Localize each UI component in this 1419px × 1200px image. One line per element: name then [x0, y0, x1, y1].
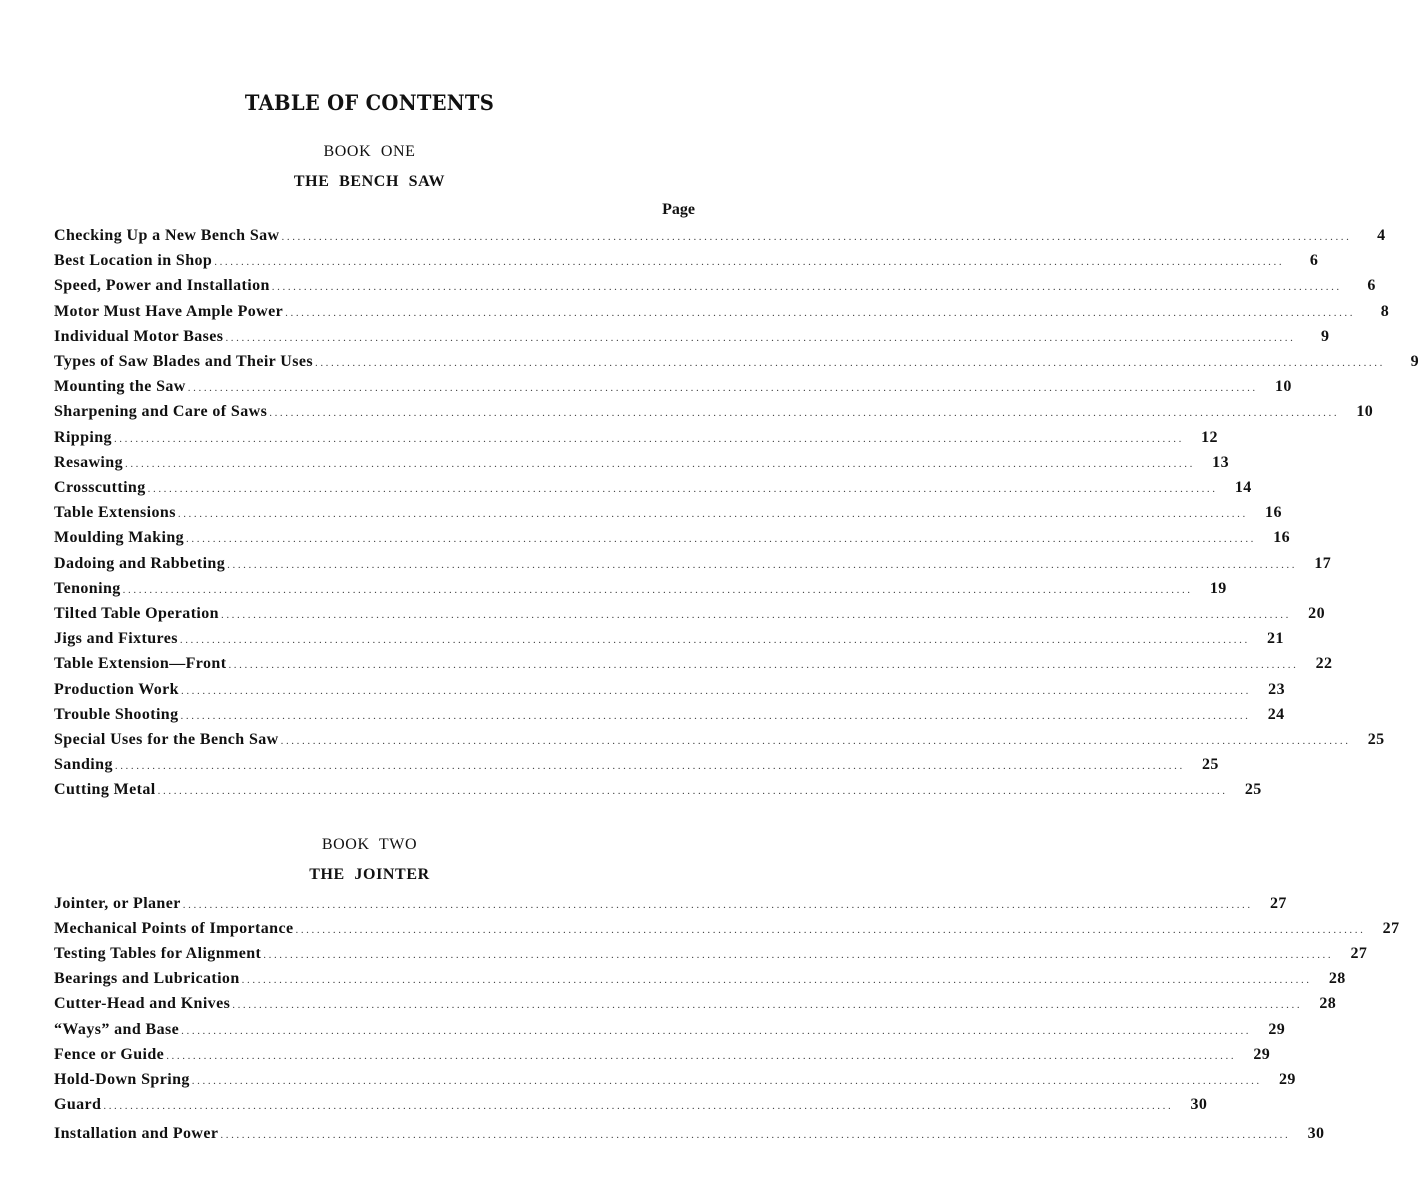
toc-entry-page: 27: [1269, 895, 1287, 912]
toc-entry[interactable]: [54, 756, 1219, 778]
toc-entry-title: Tilted Table Operation: [54, 605, 219, 622]
toc-entry[interactable]: [54, 705, 1285, 728]
toc-entry-page: 6: [1309, 252, 1319, 270]
toc-entry[interactable]: [54, 995, 1337, 1017]
toc-entry-title: Mechanical Points of Importance: [54, 920, 294, 938]
toc-entry[interactable]: [54, 479, 1252, 501]
toc-entry[interactable]: [54, 920, 1400, 942]
toc-entry[interactable]: [54, 1070, 1296, 1093]
dot-leader: ........................................................................................................................................................................................................: [220, 609, 1291, 621]
toc-entry[interactable]: [54, 428, 1218, 451]
dot-leader: ........................................................................................................................................................................................................: [114, 760, 1185, 773]
toc-entry[interactable]: [54, 252, 1319, 274]
toc-entry[interactable]: [54, 655, 1333, 677]
toc-entry[interactable]: [54, 227, 1386, 249]
dot-leader: ........................................................................................................................................................................................................: [122, 583, 1193, 596]
book-two-label: BOOK TWO: [321, 836, 418, 853]
dot-leader: ........................................................................................................................................................................................................: [182, 899, 1253, 911]
toc-entry-page: 16: [1265, 504, 1282, 522]
dot-leader: ........................................................................................................................................................................................................: [225, 331, 1296, 344]
dot-leader: ........................................................................................................................................................................................................: [187, 382, 1258, 395]
toc-entry-title: Checking Up a New Bench Saw: [54, 227, 280, 244]
toc-entry-title: Installation and Power: [54, 1124, 219, 1142]
dot-leader: ........................................................................................................................................................................................................: [124, 457, 1195, 470]
toc-entry-page: 25: [1367, 731, 1385, 748]
dot-leader: ........................................................................................................................................................................................................: [295, 924, 1366, 937]
toc-entry-title: Hold-Down Spring: [54, 1070, 190, 1088]
toc-entry[interactable]: [54, 895, 1287, 917]
toc-entry-page: 28: [1328, 970, 1346, 988]
dot-leader: ........................................................................................................................................................................................................: [180, 709, 1251, 722]
toc-entry-page: 13: [1212, 453, 1229, 471]
dot-leader: ........................................................................................................................................................................................................: [180, 684, 1251, 697]
toc-entry-title: Motor Must Have Ample Power: [54, 302, 284, 320]
toc-entry-title: Table Extension—Front: [54, 655, 227, 673]
toc-entry-page: 22: [1315, 655, 1333, 673]
toc-entry-title: Best Location in Shop: [54, 252, 213, 270]
toc-entry-title: Guard: [54, 1095, 102, 1113]
toc-entry[interactable]: [54, 605, 1325, 627]
toc-entry[interactable]: [54, 403, 1374, 425]
dot-leader: ........................................................................................................................................................................................................: [157, 785, 1228, 798]
toc-entry-page: 27: [1382, 920, 1400, 938]
toc-entry-page: 30: [1307, 1124, 1325, 1142]
dot-leader: ........................................................................................................................................................................................................: [177, 508, 1248, 521]
dot-leader: ........................................................................................................................................................................................................: [314, 357, 1385, 369]
toc-entry-page: 24: [1267, 705, 1285, 723]
dot-leader: ........................................................................................................................................................................................................: [166, 1049, 1237, 1062]
toc-entry[interactable]: [54, 1020, 1286, 1043]
toc-entry[interactable]: [54, 579, 1227, 602]
toc-entry-page: 9: [1410, 353, 1419, 370]
dot-leader: ........................................................................................................................................................................................................: [269, 407, 1340, 420]
dot-leader: ........................................................................................................................................................................................................: [227, 558, 1298, 571]
toc-entry-title: Sanding: [54, 756, 113, 774]
toc-entry-title: Trouble Shooting: [54, 705, 179, 723]
toc-entry-page: 21: [1267, 630, 1284, 648]
dot-leader: ........................................................................................................................................................................................................: [214, 256, 1285, 269]
toc-entry-page: 29: [1278, 1070, 1296, 1088]
dot-leader: ........................................................................................................................................................................................................: [147, 483, 1218, 495]
toc-entry-page: 9: [1321, 327, 1330, 345]
toc-entry-page: 19: [1209, 579, 1227, 597]
book-one-subtitle: THE BENCH SAW: [293, 173, 446, 190]
toc-entry-page: 14: [1234, 479, 1252, 496]
toc-entry-page: 6: [1367, 277, 1376, 295]
toc-entry-title: Sharpening and Care of Saws: [54, 403, 268, 421]
toc-entry[interactable]: [54, 1124, 1325, 1147]
toc-entry-title: Production Work: [54, 680, 179, 698]
dot-leader: ........................................................................................................................................................................................................: [179, 634, 1250, 647]
toc-entry-title: Speed, Power and Installation: [54, 277, 270, 295]
toc-entry-page: 10: [1274, 378, 1292, 396]
toc-entry-title: Tenoning: [54, 579, 121, 597]
toc-entry[interactable]: [54, 378, 1292, 400]
dot-leader: ........................................................................................................................................................................................................: [191, 1074, 1262, 1087]
book-two-subtitle: THE JOINTER: [309, 866, 430, 883]
toc-entry[interactable]: [54, 277, 1376, 299]
toc-entry-page: 27: [1350, 945, 1368, 963]
toc-entry-title: Individual Motor Bases: [54, 327, 224, 345]
page-title: TABLE OF CONTENTS: [244, 90, 495, 115]
toc-entry-title: Ripping: [54, 428, 112, 446]
toc-entry-page: 17: [1314, 554, 1332, 572]
toc-entry-title: Mounting the Saw: [54, 378, 186, 396]
toc-entry-page: 8: [1380, 302, 1390, 320]
toc-entry[interactable]: [54, 529, 1291, 551]
dot-leader: ........................................................................................................................................................................................................: [220, 1128, 1291, 1141]
toc-entry-title: Resawing: [54, 453, 123, 471]
toc-entry-title: Testing Tables for Alignment: [54, 945, 262, 963]
toc-entry-title: Types of Saw Blades and Their Uses: [54, 353, 313, 370]
toc-entry-title: Moulding Making: [54, 529, 185, 547]
toc-entry-title: Fence or Guide: [54, 1045, 165, 1063]
toc-entry-title: Dadoing and Rabbeting: [54, 554, 226, 572]
toc-entry[interactable]: [54, 327, 1330, 350]
toc-entry-page: 4: [1377, 227, 1386, 244]
toc-entry-title: Table Extensions: [54, 504, 176, 522]
toc-entry[interactable]: [54, 680, 1285, 703]
toc-entry[interactable]: [54, 504, 1282, 526]
toc-entry[interactable]: [54, 1045, 1271, 1068]
toc-entry-title: Cutter-Head and Knives: [54, 995, 231, 1013]
toc-entry-title: Jigs and Fixtures: [54, 630, 178, 648]
page-column-header: Page: [662, 201, 695, 218]
toc-entry-title: Crosscutting: [54, 479, 146, 496]
toc-entry[interactable]: [54, 781, 1262, 803]
toc-entry-page: 23: [1268, 680, 1285, 698]
dot-leader: ........................................................................................................................................................................................................: [103, 1099, 1174, 1112]
toc-entry-title: Jointer, or Planer: [54, 895, 181, 912]
toc-entry-page: 30: [1190, 1095, 1208, 1113]
dot-leader: ........................................................................................................................................................................................................: [232, 999, 1303, 1012]
dot-leader: ........................................................................................................................................................................................................: [113, 432, 1184, 445]
toc-entry-page: 20: [1308, 605, 1325, 622]
toc-entry-page: 10: [1356, 403, 1374, 421]
toc-entry-page: 12: [1201, 428, 1218, 446]
dot-leader: ........................................................................................................................................................................................................: [241, 974, 1312, 987]
toc-entry[interactable]: [54, 302, 1390, 325]
toc-entry-title: “Ways” and Base: [54, 1020, 180, 1038]
toc-entry[interactable]: [54, 1095, 1208, 1118]
toc-entry-title: Special Uses for the Bench Saw: [54, 731, 279, 748]
toc-entry-page: 16: [1273, 529, 1291, 547]
toc-entry[interactable]: [54, 353, 1419, 375]
toc-entry[interactable]: [54, 970, 1346, 992]
dot-leader: ........................................................................................................................................................................................................: [228, 659, 1299, 672]
toc-entry[interactable]: [54, 731, 1385, 753]
toc-entry[interactable]: [54, 630, 1284, 652]
toc-entry-page: 25: [1244, 781, 1262, 799]
toc-entry-page: 25: [1202, 756, 1219, 774]
toc-entry-page: 28: [1319, 995, 1337, 1013]
dot-leader: ........................................................................................................................................................................................................: [285, 306, 1356, 319]
toc-entry-title: Cutting Metal: [54, 781, 156, 799]
dot-leader: ........................................................................................................................................................................................................: [271, 281, 1342, 294]
dot-leader: ........................................................................................................................................................................................................: [263, 949, 1334, 962]
toc-entry[interactable]: [54, 945, 1368, 967]
dot-leader: ........................................................................................................................................................................................................: [280, 735, 1351, 747]
toc-entry-page: 29: [1253, 1045, 1271, 1063]
toc-entry-title: Bearings and Lubrication: [54, 970, 240, 988]
dot-leader: ........................................................................................................................................................................................................: [186, 533, 1257, 546]
toc-entry-page: 29: [1268, 1020, 1286, 1038]
book-one-label: BOOK ONE: [323, 143, 416, 160]
dot-leader: ........................................................................................................................................................................................................: [281, 231, 1352, 243]
toc-entry[interactable]: [54, 453, 1229, 476]
toc-entry[interactable]: [54, 554, 1332, 577]
dot-leader: ........................................................................................................................................................................................................: [181, 1024, 1252, 1037]
